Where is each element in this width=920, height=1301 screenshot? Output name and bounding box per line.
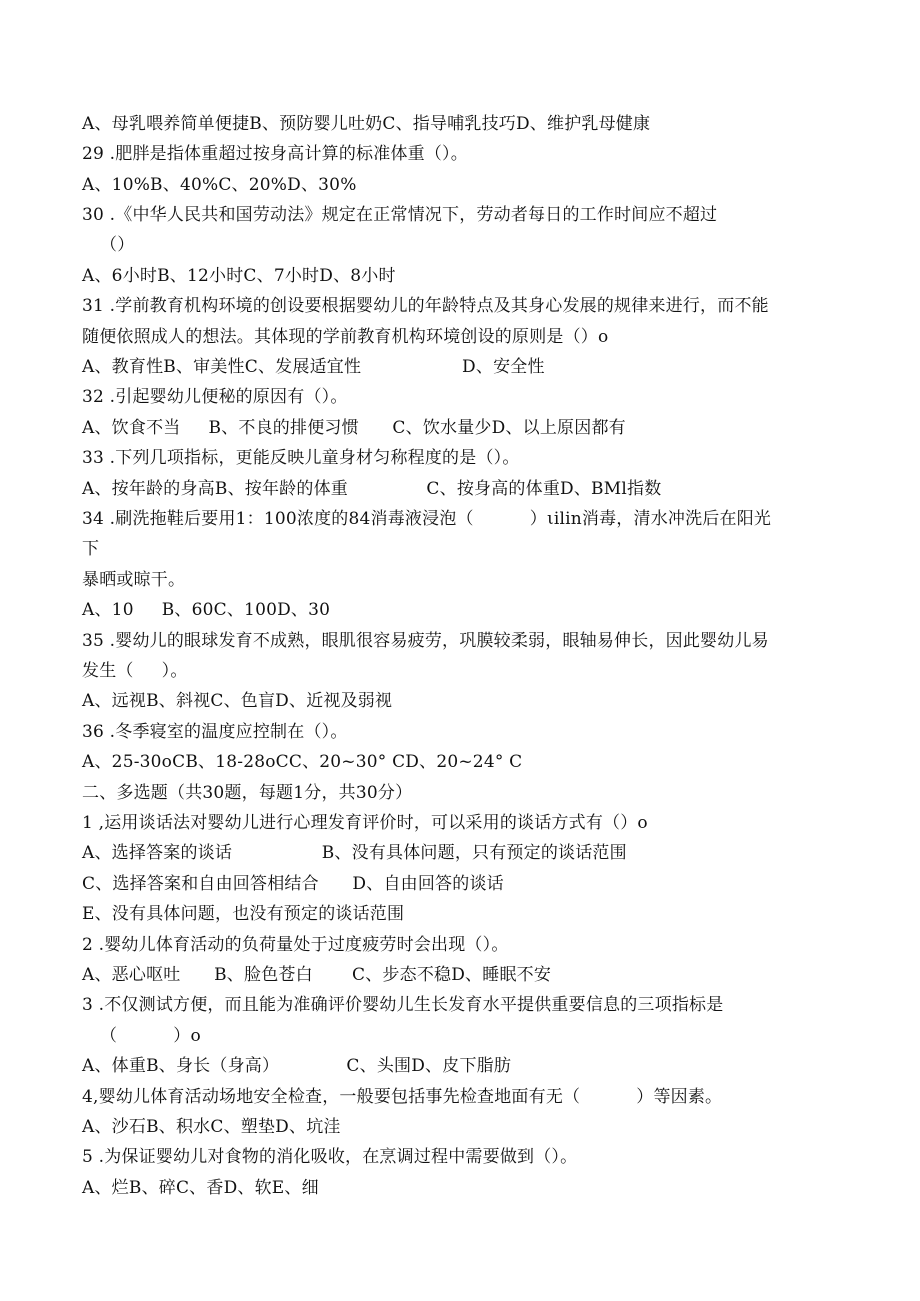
q34-question-cont: 下 (82, 539, 100, 559)
q33-question: 33 .下列几项指标，更能反映儿童身材匀称程度的是（）。 (82, 448, 520, 468)
m5-question: 5 .为保证婴幼儿对食物的消化吸收，在烹调过程中需要做到（）。 (82, 1147, 578, 1167)
q34-question: 34 .刷洗拖鞋后要用1：100浓度的84消毒液浸泡（ ）ιilin消毒，清水冲洗后在阳光 (82, 509, 772, 529)
m2-options: A、恶心呕吐 B、脸色苍白 C、步态不稳D、睡眠不安 (82, 965, 552, 985)
m2-question: 2 .婴幼儿体育活动的负荷量处于过度疲劳时会出现（）。 (82, 935, 509, 955)
q32-options: A、饮食不当 B、不良的排便习惯 C、饮水量少D、以上原因都有 (82, 418, 626, 438)
m5-options: A、烂B、碎C、香D、软E、细 (82, 1178, 319, 1198)
m1-question: 1 ,运用谈话法对婴幼儿进行心理发育评价时，可以采用的谈话方式有（）o (82, 813, 648, 833)
m1-options-ab: A、选择答案的谈话 B、没有具体问题，只有预定的谈话范围 (82, 843, 627, 863)
section-heading: 二、多选题（共30题，每题1分，共30分） (82, 783, 413, 803)
q33-options: A、按年龄的身高B、按年龄的体重 C、按身高的体重D、BMl指数 (82, 479, 662, 499)
q35-question-cont: 发生（ ）。 (82, 661, 188, 681)
q30-options: A、6小时B、12小时C、7小时D、8小时 (82, 266, 396, 286)
q31-question-cont: 随便依照成人的想法。其体现的学前教育机构环境创设的原则是（）o (82, 327, 609, 347)
q29-options: A、10%B、40%C、20%D、30% (82, 175, 357, 195)
m3-options: A、体重B、身长（身高） C、头围D、皮下脂肪 (82, 1056, 512, 1076)
m1-options-e: E、没有具体问题，也没有预定的谈话范围 (82, 904, 405, 924)
q35-question: 35 .婴幼儿的眼球发育不成熟，眼肌很容易疲劳，巩膜较柔弱，眼轴易伸长，因此婴幼儿易 (82, 631, 769, 651)
m4-question: 4,婴幼儿体育活动场地安全检查，一般要包括事先检查地面有无（ ）等因素。 (82, 1087, 723, 1107)
q29-question: 29 .肥胖是指体重超过按身高计算的标准体重（）。 (82, 144, 468, 164)
m3-question: 3 .不仅测试方便，而且能为准确评价婴幼儿生长发育水平提供重要信息的三项指标是 (82, 995, 724, 1015)
q35-options: A、远视B、斜视C、色盲D、近视及弱视 (82, 691, 393, 711)
m3-question-cont: （ ）o (100, 1026, 201, 1046)
q30-question-cont: （） (100, 235, 135, 255)
q34-options: A、10 B、60C、100D、30 (82, 600, 331, 620)
q31-options: A、教育性B、审美性C、发展适宜性 D、安全性 (82, 357, 545, 377)
q31-question: 31 .学前教育机构环境的创设要根据婴幼儿的年龄特点及其身心发展的规律来进行，而不能 (82, 296, 769, 316)
q36-question: 36 .冬季寝室的温度应控制在（）。 (82, 722, 348, 742)
q36-options: A、25-30oCB、18-28oCC、20~30° CD、20~24° C (82, 752, 523, 772)
q28-options: A、母乳喂养简单便捷B、预防婴儿吐奶C、指导哺乳技巧D、维护乳母健康 (82, 114, 651, 134)
q32-question: 32 .引起婴幼儿便秘的原因有（）。 (82, 387, 348, 407)
q30-question: 30 .《中华人民共和国劳动法》规定在正常情况下，劳动者每日的工作时间应不超过 (82, 205, 718, 225)
q34-question-cont2: 暴晒或晾干。 (82, 570, 186, 590)
m1-options-cd: C、选择答案和自由回答相结合 D、自由回答的谈话 (82, 874, 504, 894)
m4-options: A、沙石B、积水C、塑垫D、坑洼 (82, 1117, 341, 1137)
